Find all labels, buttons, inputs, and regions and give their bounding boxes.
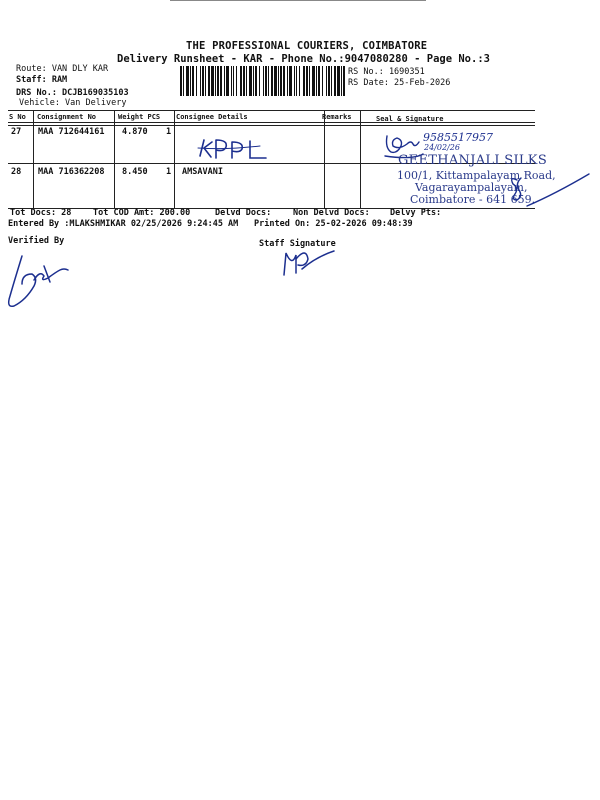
total-cod-amount: Tot COD Amt: 200.00	[93, 208, 191, 218]
row-27-consignment: MAA 712644161	[38, 127, 105, 137]
table-header-rule-2	[8, 125, 535, 126]
runsheet-subtitle: Delivery Runsheet - KAR - Phone No.:9047080280 - Page No.:3	[117, 53, 490, 65]
verified-by-label: Verified By	[8, 236, 65, 246]
vehicle-label: Vehicle: Van Delivery	[19, 98, 127, 108]
handwritten-consignee-signature	[196, 136, 286, 166]
handwritten-date: 24/02/26	[424, 143, 460, 152]
row-27-pcs: 1	[166, 127, 172, 137]
rs-number: RS No.: 1690351	[348, 67, 425, 77]
delivered-docs: Delvd Docs:	[215, 208, 272, 218]
stamp-address-2: Vagarayampalayam,	[415, 181, 528, 194]
stamp-company-name: GEETHANJALI SILKS	[398, 153, 548, 168]
stamp-address-1: 100/1, Kittampalayam Road,	[397, 169, 556, 182]
top-scan-mark	[170, 0, 426, 1]
col-sep-2	[114, 110, 115, 208]
col-header-weight-pcs: Weight PCS	[118, 113, 161, 121]
staff-label: Staff: RAM	[16, 75, 68, 85]
row-28-pcs: 1	[166, 167, 172, 177]
row-28-sno: 28	[11, 167, 22, 177]
route-label: Route: VAN DLY KAR	[16, 64, 109, 74]
row-28-consignment: MAA 716362208	[38, 167, 105, 177]
company-title: THE PROFESSIONAL COURIERS, COIMBATORE	[186, 40, 428, 52]
col-sep-1	[33, 110, 34, 208]
table-bottom-rule	[8, 208, 535, 209]
handwritten-phone: 9585517957	[423, 131, 493, 144]
col-header-consignment: Consignment No	[37, 113, 97, 121]
rs-date: RS Date: 25-Feb-2026	[348, 78, 451, 88]
staff-signature	[278, 245, 338, 283]
stamp-address-3: Coimbatore - 641 659.	[410, 193, 536, 206]
col-header-remarks: Remarks	[322, 113, 352, 121]
drs-number: DRS No.: DCJB169035103	[16, 88, 129, 98]
row-27-sno: 27	[11, 127, 22, 137]
delivery-points: Delvy Pts:	[390, 208, 442, 218]
row-28-consignee: AMSAVANI	[182, 167, 223, 177]
col-header-seal: Seal & Signature	[376, 115, 444, 123]
col-header-sno: S No	[9, 113, 26, 121]
non-delivered-docs: Non Delvd Docs:	[293, 208, 370, 218]
verified-by-signature	[4, 252, 74, 318]
col-sep-4	[324, 110, 325, 208]
barcode-image	[180, 66, 345, 96]
entered-by: Entered By :MLAKSHMIKAR 02/25/2026 9:24:45 AM	[8, 219, 239, 229]
col-header-consignee: Consignee Details	[176, 113, 248, 121]
table-top-rule	[8, 110, 535, 111]
staff-signature-label: Staff Signature	[259, 239, 336, 249]
table-header-rule	[8, 122, 535, 123]
row-27-weight: 4.870	[122, 127, 148, 137]
handwritten-count-mark	[505, 170, 595, 219]
printed-on: Printed On: 25-02-2026 09:48:39	[254, 219, 413, 229]
col-sep-5	[360, 110, 361, 208]
total-docs: Tot Docs: 28	[10, 208, 72, 218]
row-28-weight: 8.450	[122, 167, 148, 177]
col-sep-3	[174, 110, 175, 208]
